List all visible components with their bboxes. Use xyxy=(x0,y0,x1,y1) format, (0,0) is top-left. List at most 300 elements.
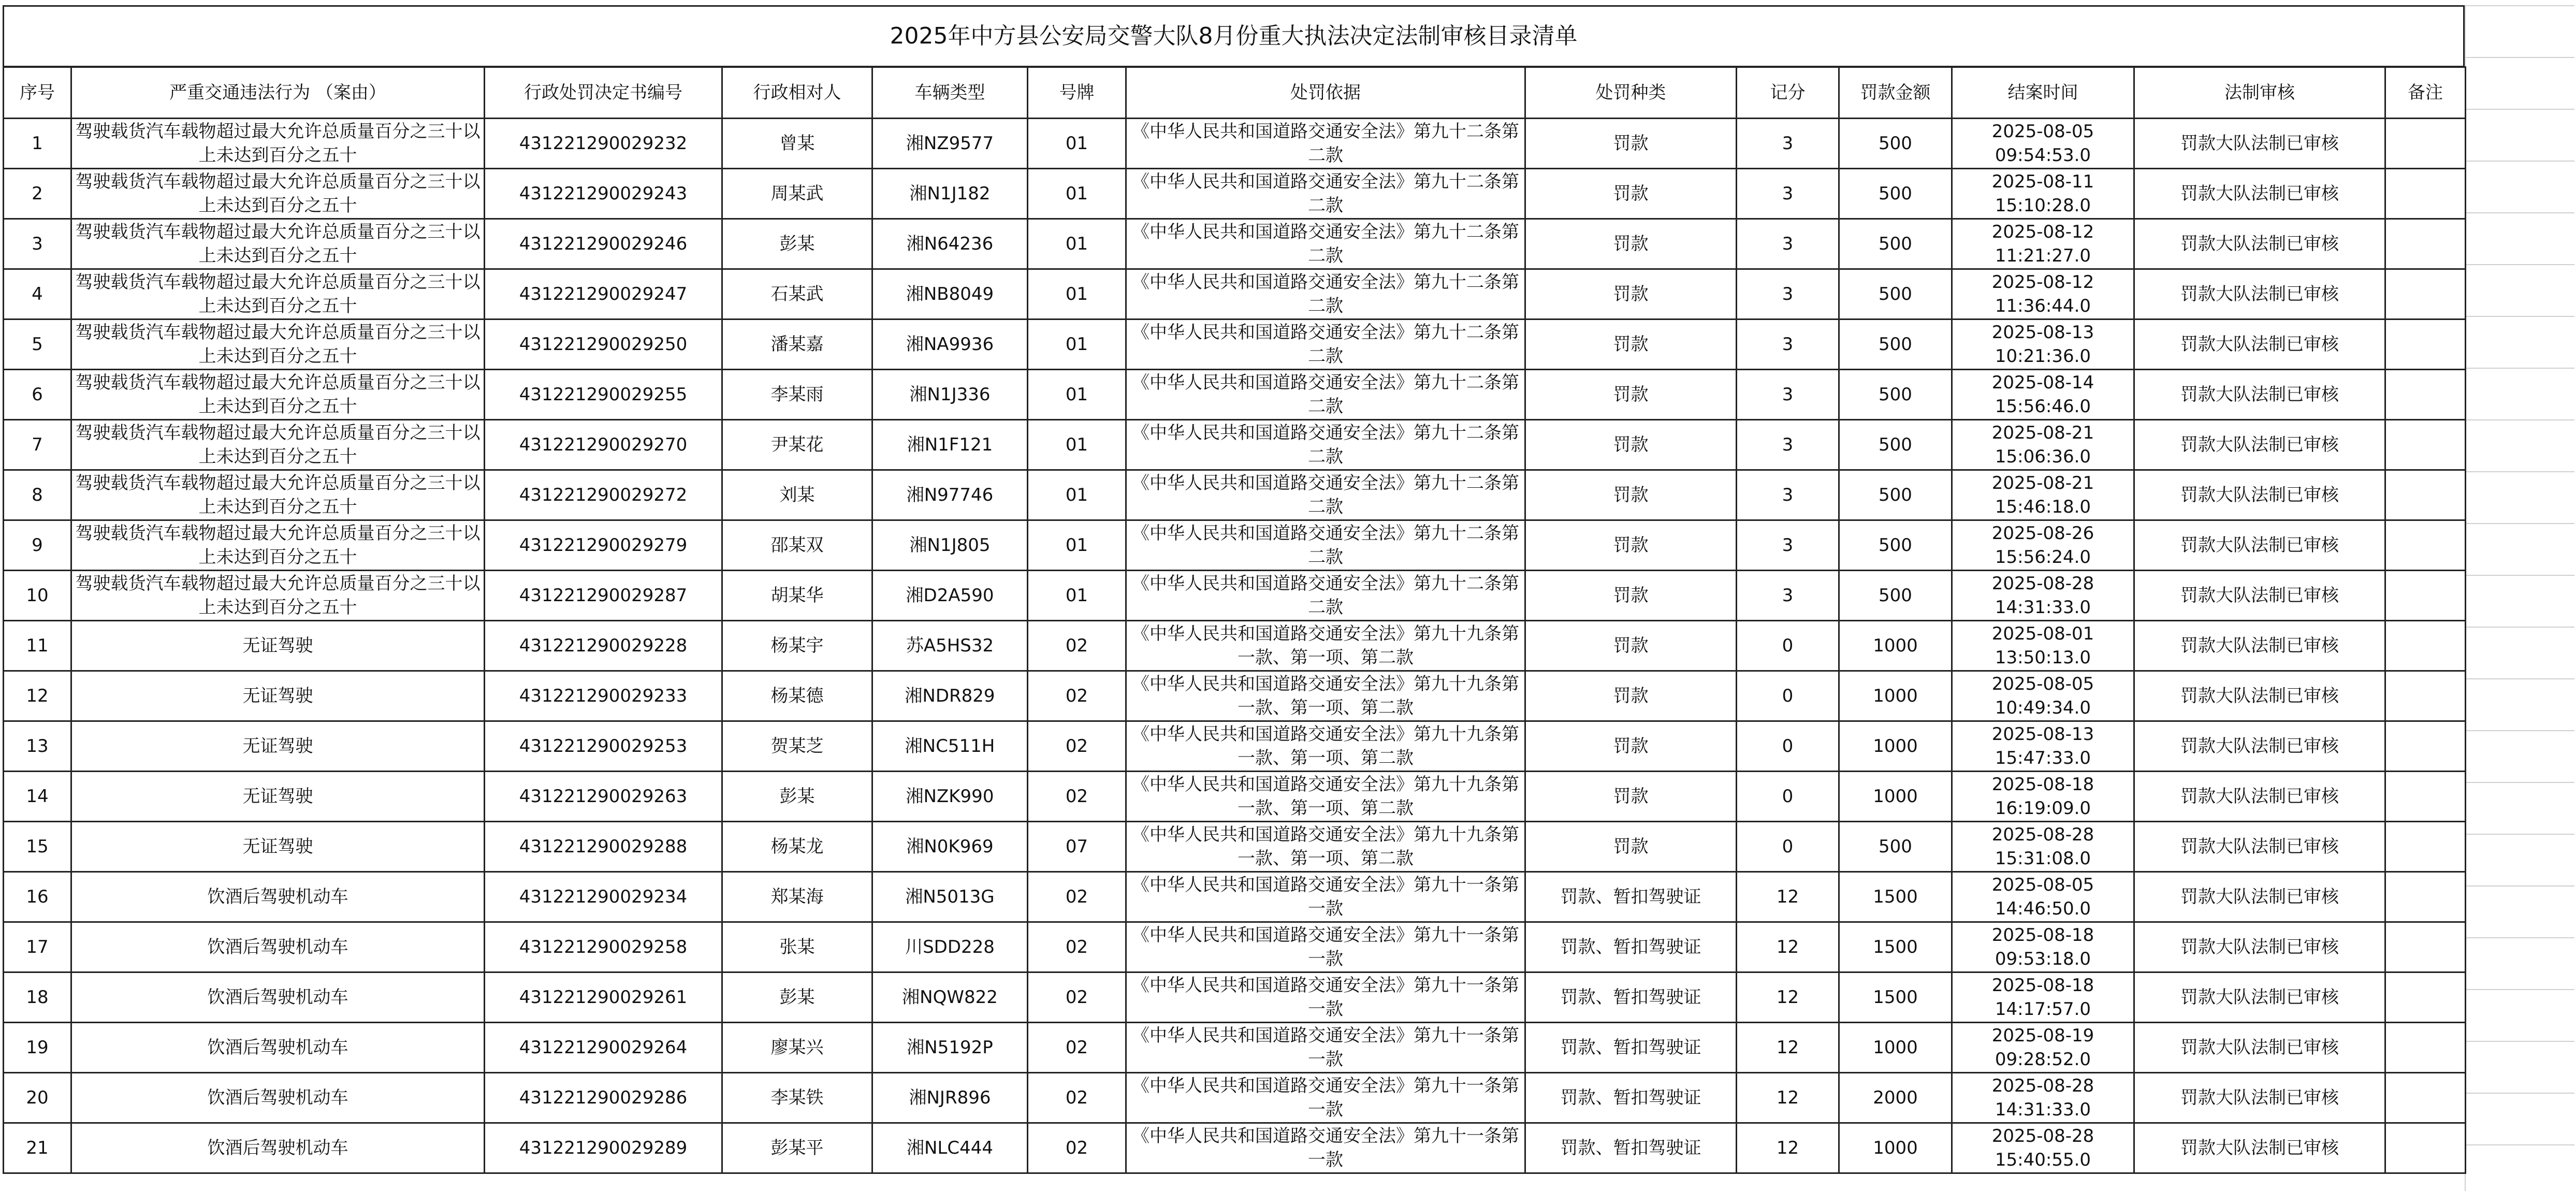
cell-penalty-type: 罚款 xyxy=(1525,621,1737,671)
table-row xyxy=(4,922,2466,972)
table-row xyxy=(4,872,2466,922)
cell-closing-time: 2025-08-21 15:46:18.0 xyxy=(1952,470,2134,520)
table-row xyxy=(4,772,2466,822)
cell-fine-amount: 500 xyxy=(1839,169,1952,219)
cell-remarks xyxy=(2385,872,2466,922)
cell-decision-number: 431221290029287 xyxy=(485,571,722,621)
cell-points: 12 xyxy=(1737,922,1839,972)
cell-legal-review: 罚款大队法制已审核 xyxy=(2134,1073,2385,1123)
cell-violation: 无证驾驶 xyxy=(71,721,485,772)
header-col-fine-amount: 罚款金额 xyxy=(1839,67,1952,119)
cell-plate: 02 xyxy=(1028,621,1126,671)
cell-party: 彭某 xyxy=(722,772,872,822)
table-row xyxy=(4,370,2466,420)
table-row xyxy=(4,420,2466,470)
cell-party: 彭某平 xyxy=(722,1123,872,1173)
cell-plate: 01 xyxy=(1028,571,1126,621)
cell-party: 贺某芝 xyxy=(722,721,872,772)
cell-closing-time: 2025-08-13 15:47:33.0 xyxy=(1952,721,2134,772)
header-col-index: 序号 xyxy=(4,67,71,119)
cell-vehicle-type: 湘NZK990 xyxy=(872,772,1028,822)
cell-party: 刘某 xyxy=(722,470,872,520)
cell-index: 21 xyxy=(4,1123,71,1173)
cell-violation: 驾驶载货汽车载物超过最大允许总质量百分之三十以上未达到百分之五十 xyxy=(71,119,485,169)
cell-penalty-type: 罚款、暂扣驾驶证 xyxy=(1525,972,1737,1023)
cell-index: 3 xyxy=(4,219,71,269)
cell-plate: 02 xyxy=(1028,671,1126,721)
cell-points: 12 xyxy=(1737,872,1839,922)
header-col-decision-number: 行政处罚决定书编号 xyxy=(485,67,722,119)
cell-party: 彭某 xyxy=(722,972,872,1023)
cell-decision-number: 431221290029272 xyxy=(485,470,722,520)
cell-penalty-type: 罚款 xyxy=(1525,269,1737,319)
cell-vehicle-type: 湘N0K969 xyxy=(872,822,1028,872)
cell-legal-basis: 《中华人民共和国道路交通安全法》第九十二条第二款 xyxy=(1126,571,1525,621)
cell-fine-amount: 1000 xyxy=(1839,1023,1952,1073)
cell-violation: 无证驾驶 xyxy=(71,772,485,822)
table-row xyxy=(4,621,2466,671)
cell-vehicle-type: 湘NLC444 xyxy=(872,1123,1028,1173)
cell-decision-number: 431221290029232 xyxy=(485,119,722,169)
cell-index: 5 xyxy=(4,319,71,370)
cell-plate: 02 xyxy=(1028,721,1126,772)
cell-plate: 01 xyxy=(1028,319,1126,370)
cell-plate: 01 xyxy=(1028,269,1126,319)
cell-fine-amount: 1000 xyxy=(1839,721,1952,772)
cell-violation: 驾驶载货汽车载物超过最大允许总质量百分之三十以上未达到百分之五十 xyxy=(71,219,485,269)
cell-plate: 01 xyxy=(1028,370,1126,420)
cell-penalty-type: 罚款、暂扣驾驶证 xyxy=(1525,1023,1737,1073)
cell-vehicle-type: 湘D2A590 xyxy=(872,571,1028,621)
cell-closing-time: 2025-08-21 15:06:36.0 xyxy=(1952,420,2134,470)
cell-points: 12 xyxy=(1737,1073,1839,1123)
cell-index: 10 xyxy=(4,571,71,621)
cell-fine-amount: 500 xyxy=(1839,470,1952,520)
cell-decision-number: 431221290029255 xyxy=(485,370,722,420)
cell-violation: 驾驶载货汽车载物超过最大允许总质量百分之三十以上未达到百分之五十 xyxy=(71,370,485,420)
table-row xyxy=(4,219,2466,269)
cell-fine-amount: 500 xyxy=(1839,370,1952,420)
cell-closing-time: 2025-08-18 14:17:57.0 xyxy=(1952,972,2134,1023)
cell-points: 12 xyxy=(1737,1023,1839,1073)
cell-violation: 饮酒后驾驶机动车 xyxy=(71,972,485,1023)
cell-violation: 驾驶载货汽车载物超过最大允许总质量百分之三十以上未达到百分之五十 xyxy=(71,470,485,520)
cell-points: 0 xyxy=(1737,772,1839,822)
cell-remarks xyxy=(2385,822,2466,872)
cell-plate: 01 xyxy=(1028,470,1126,520)
cell-remarks xyxy=(2385,470,2466,520)
cell-points: 12 xyxy=(1737,1123,1839,1173)
cell-legal-basis: 《中华人民共和国道路交通安全法》第九十二条第二款 xyxy=(1126,219,1525,269)
cell-plate: 01 xyxy=(1028,119,1126,169)
cell-closing-time: 2025-08-05 09:54:53.0 xyxy=(1952,119,2134,169)
cell-vehicle-type: 湘N97746 xyxy=(872,470,1028,520)
cell-party: 杨某龙 xyxy=(722,822,872,872)
table-row xyxy=(4,1123,2466,1173)
cell-legal-basis: 《中华人民共和国道路交通安全法》第九十九条第一款、第一项、第二款 xyxy=(1126,822,1525,872)
cell-decision-number: 431221290029286 xyxy=(485,1073,722,1123)
cell-party: 尹某花 xyxy=(722,420,872,470)
cell-violation: 驾驶载货汽车载物超过最大允许总质量百分之三十以上未达到百分之五十 xyxy=(71,319,485,370)
cell-closing-time: 2025-08-26 15:56:24.0 xyxy=(1952,520,2134,571)
cell-plate: 02 xyxy=(1028,872,1126,922)
table-row xyxy=(4,1073,2466,1123)
cell-vehicle-type: 湘N1F121 xyxy=(872,420,1028,470)
cell-closing-time: 2025-08-05 10:49:34.0 xyxy=(1952,671,2134,721)
cell-legal-basis: 《中华人民共和国道路交通安全法》第九十九条第一款、第一项、第二款 xyxy=(1126,671,1525,721)
cell-fine-amount: 1000 xyxy=(1839,621,1952,671)
cell-legal-review: 罚款大队法制已审核 xyxy=(2134,119,2385,169)
cell-penalty-type: 罚款 xyxy=(1525,169,1737,219)
cell-penalty-type: 罚款、暂扣驾驶证 xyxy=(1525,1123,1737,1173)
cell-points: 3 xyxy=(1737,370,1839,420)
cell-closing-time: 2025-08-11 15:10:28.0 xyxy=(1952,169,2134,219)
cell-legal-basis: 《中华人民共和国道路交通安全法》第九十九条第一款、第一项、第二款 xyxy=(1126,721,1525,772)
cell-points: 3 xyxy=(1737,269,1839,319)
cell-legal-basis: 《中华人民共和国道路交通安全法》第九十二条第二款 xyxy=(1126,470,1525,520)
cell-closing-time: 2025-08-19 09:28:52.0 xyxy=(1952,1023,2134,1073)
cell-vehicle-type: 川SDD228 xyxy=(872,922,1028,972)
cell-party: 石某武 xyxy=(722,269,872,319)
cell-fine-amount: 1500 xyxy=(1839,972,1952,1023)
header-col-legal-review: 法制审核 xyxy=(2134,67,2385,119)
cell-index: 15 xyxy=(4,822,71,872)
table-row xyxy=(4,119,2466,169)
header-col-closing-time: 结案时间 xyxy=(1952,67,2134,119)
cell-fine-amount: 1500 xyxy=(1839,872,1952,922)
cell-points: 3 xyxy=(1737,470,1839,520)
cell-party: 张某 xyxy=(722,922,872,972)
cell-fine-amount: 500 xyxy=(1839,822,1952,872)
cell-violation: 饮酒后驾驶机动车 xyxy=(71,872,485,922)
cell-penalty-type: 罚款 xyxy=(1525,370,1737,420)
cell-decision-number: 431221290029279 xyxy=(485,520,722,571)
cell-penalty-type: 罚款 xyxy=(1525,119,1737,169)
cell-remarks xyxy=(2385,1123,2466,1173)
cell-decision-number: 431221290029243 xyxy=(485,169,722,219)
cell-closing-time: 2025-08-28 15:31:08.0 xyxy=(1952,822,2134,872)
cell-closing-time: 2025-08-13 10:21:36.0 xyxy=(1952,319,2134,370)
cell-legal-review: 罚款大队法制已审核 xyxy=(2134,319,2385,370)
cell-decision-number: 431221290029289 xyxy=(485,1123,722,1173)
cell-legal-review: 罚款大队法制已审核 xyxy=(2134,1023,2385,1073)
cell-fine-amount: 1000 xyxy=(1839,1123,1952,1173)
cell-penalty-type: 罚款 xyxy=(1525,721,1737,772)
cell-index: 18 xyxy=(4,972,71,1023)
cell-violation: 驾驶载货汽车载物超过最大允许总质量百分之三十以上未达到百分之五十 xyxy=(71,169,485,219)
cell-legal-review: 罚款大队法制已审核 xyxy=(2134,922,2385,972)
table-row xyxy=(4,1023,2466,1073)
cell-index: 19 xyxy=(4,1023,71,1073)
cell-vehicle-type: 湘NA9936 xyxy=(872,319,1028,370)
cell-violation: 饮酒后驾驶机动车 xyxy=(71,1123,485,1173)
cell-vehicle-type: 湘NJR896 xyxy=(872,1073,1028,1123)
cell-index: 20 xyxy=(4,1073,71,1123)
cell-remarks xyxy=(2385,1023,2466,1073)
cell-legal-review: 罚款大队法制已审核 xyxy=(2134,370,2385,420)
cell-legal-review: 罚款大队法制已审核 xyxy=(2134,772,2385,822)
cell-closing-time: 2025-08-18 16:19:09.0 xyxy=(1952,772,2134,822)
cell-closing-time: 2025-08-28 14:31:33.0 xyxy=(1952,1073,2134,1123)
cell-closing-time: 2025-08-12 11:36:44.0 xyxy=(1952,269,2134,319)
cell-fine-amount: 1000 xyxy=(1839,671,1952,721)
cell-closing-time: 2025-08-28 14:31:33.0 xyxy=(1952,571,2134,621)
cell-decision-number: 431221290029253 xyxy=(485,721,722,772)
cell-fine-amount: 1500 xyxy=(1839,922,1952,972)
cell-decision-number: 431221290029261 xyxy=(485,972,722,1023)
cell-plate: 02 xyxy=(1028,1023,1126,1073)
cell-vehicle-type: 湘NB8049 xyxy=(872,269,1028,319)
cell-penalty-type: 罚款 xyxy=(1525,420,1737,470)
cell-decision-number: 431221290029234 xyxy=(485,872,722,922)
cell-index: 14 xyxy=(4,772,71,822)
cell-fine-amount: 500 xyxy=(1839,119,1952,169)
cell-decision-number: 431221290029246 xyxy=(485,219,722,269)
cell-party: 杨某宇 xyxy=(722,621,872,671)
cell-legal-basis: 《中华人民共和国道路交通安全法》第九十二条第二款 xyxy=(1126,370,1525,420)
cell-legal-review: 罚款大队法制已审核 xyxy=(2134,520,2385,571)
cell-penalty-type: 罚款 xyxy=(1525,772,1737,822)
cell-violation: 驾驶载货汽车载物超过最大允许总质量百分之三十以上未达到百分之五十 xyxy=(71,269,485,319)
cell-closing-time: 2025-08-01 13:50:13.0 xyxy=(1952,621,2134,671)
cell-vehicle-type: 湘NZ9577 xyxy=(872,119,1028,169)
cell-closing-time: 2025-08-12 11:21:27.0 xyxy=(1952,219,2134,269)
cell-vehicle-type: 湘N1J182 xyxy=(872,169,1028,219)
cell-closing-time: 2025-08-18 09:53:18.0 xyxy=(1952,922,2134,972)
table-row xyxy=(4,470,2466,520)
empty-grid-area xyxy=(2465,5,2574,1191)
cell-plate: 01 xyxy=(1028,219,1126,269)
cell-legal-basis: 《中华人民共和国道路交通安全法》第九十九条第一款、第一项、第二款 xyxy=(1126,772,1525,822)
cell-penalty-type: 罚款、暂扣驾驶证 xyxy=(1525,1073,1737,1123)
cell-remarks xyxy=(2385,420,2466,470)
cell-legal-basis: 《中华人民共和国道路交通安全法》第九十二条第二款 xyxy=(1126,319,1525,370)
cell-points: 3 xyxy=(1737,119,1839,169)
table-row xyxy=(4,721,2466,772)
cell-vehicle-type: 苏A5HS32 xyxy=(872,621,1028,671)
cell-party: 邵某双 xyxy=(722,520,872,571)
cell-points: 3 xyxy=(1737,219,1839,269)
cell-violation: 饮酒后驾驶机动车 xyxy=(71,1073,485,1123)
cell-penalty-type: 罚款 xyxy=(1525,571,1737,621)
cell-index: 13 xyxy=(4,721,71,772)
cell-fine-amount: 500 xyxy=(1839,219,1952,269)
cell-closing-time: 2025-08-05 14:46:50.0 xyxy=(1952,872,2134,922)
cell-plate: 01 xyxy=(1028,169,1126,219)
cell-fine-amount: 2000 xyxy=(1839,1073,1952,1123)
cell-plate: 02 xyxy=(1028,1073,1126,1123)
cell-plate: 02 xyxy=(1028,922,1126,972)
cell-index: 4 xyxy=(4,269,71,319)
table-body xyxy=(4,119,2466,1173)
header-col-remarks: 备注 xyxy=(2385,67,2466,119)
cell-points: 0 xyxy=(1737,621,1839,671)
cell-legal-basis: 《中华人民共和国道路交通安全法》第九十二条第二款 xyxy=(1126,119,1525,169)
cell-remarks xyxy=(2385,169,2466,219)
table-row xyxy=(4,169,2466,219)
table-header-row xyxy=(4,67,2466,119)
cell-legal-basis: 《中华人民共和国道路交通安全法》第九十一条第一款 xyxy=(1126,972,1525,1023)
cell-decision-number: 431221290029258 xyxy=(485,922,722,972)
cell-party: 李某雨 xyxy=(722,370,872,420)
cell-index: 8 xyxy=(4,470,71,520)
cell-points: 3 xyxy=(1737,420,1839,470)
cell-vehicle-type: 湘NDR829 xyxy=(872,671,1028,721)
cell-vehicle-type: 湘N64236 xyxy=(872,219,1028,269)
cell-penalty-type: 罚款 xyxy=(1525,319,1737,370)
cell-legal-basis: 《中华人民共和国道路交通安全法》第九十二条第二款 xyxy=(1126,169,1525,219)
table-row xyxy=(4,319,2466,370)
cell-penalty-type: 罚款 xyxy=(1525,822,1737,872)
cell-remarks xyxy=(2385,922,2466,972)
cell-remarks xyxy=(2385,772,2466,822)
cell-legal-review: 罚款大队法制已审核 xyxy=(2134,219,2385,269)
cell-points: 3 xyxy=(1737,571,1839,621)
cell-legal-basis: 《中华人民共和国道路交通安全法》第九十一条第一款 xyxy=(1126,1073,1525,1123)
cell-decision-number: 431221290029270 xyxy=(485,420,722,470)
cell-index: 11 xyxy=(4,621,71,671)
header-col-violation: 严重交通违法行为 （案由） xyxy=(71,67,485,119)
cell-legal-basis: 《中华人民共和国道路交通安全法》第九十一条第一款 xyxy=(1126,1123,1525,1173)
cell-remarks xyxy=(2385,520,2466,571)
cell-party: 廖某兴 xyxy=(722,1023,872,1073)
cell-remarks xyxy=(2385,370,2466,420)
cell-legal-review: 罚款大队法制已审核 xyxy=(2134,972,2385,1023)
cell-legal-review: 罚款大队法制已审核 xyxy=(2134,269,2385,319)
cell-party: 潘某嘉 xyxy=(722,319,872,370)
cell-party: 周某武 xyxy=(722,169,872,219)
cell-decision-number: 431221290029264 xyxy=(485,1023,722,1073)
header-col-penalty-type: 处罚种类 xyxy=(1525,67,1737,119)
cell-legal-review: 罚款大队法制已审核 xyxy=(2134,420,2385,470)
cell-index: 6 xyxy=(4,370,71,420)
cell-fine-amount: 1000 xyxy=(1839,772,1952,822)
cell-remarks xyxy=(2385,621,2466,671)
cell-plate: 02 xyxy=(1028,972,1126,1023)
cell-remarks xyxy=(2385,721,2466,772)
cell-remarks xyxy=(2385,269,2466,319)
cell-index: 2 xyxy=(4,169,71,219)
cell-closing-time: 2025-08-28 15:40:55.0 xyxy=(1952,1123,2134,1173)
cell-index: 16 xyxy=(4,872,71,922)
cell-decision-number: 431221290029233 xyxy=(485,671,722,721)
cell-index: 1 xyxy=(4,119,71,169)
cell-index: 7 xyxy=(4,420,71,470)
review-catalog-table xyxy=(3,66,2466,1174)
cell-vehicle-type: 湘N1J336 xyxy=(872,370,1028,420)
cell-remarks xyxy=(2385,571,2466,621)
cell-points: 0 xyxy=(1737,671,1839,721)
cell-decision-number: 431221290029228 xyxy=(485,621,722,671)
cell-plate: 02 xyxy=(1028,1123,1126,1173)
cell-decision-number: 431221290029288 xyxy=(485,822,722,872)
cell-legal-review: 罚款大队法制已审核 xyxy=(2134,470,2385,520)
cell-legal-basis: 《中华人民共和国道路交通安全法》第九十九条第一款、第一项、第二款 xyxy=(1126,621,1525,671)
table-row xyxy=(4,972,2466,1023)
cell-party: 胡某华 xyxy=(722,571,872,621)
cell-penalty-type: 罚款 xyxy=(1525,520,1737,571)
cell-plate: 01 xyxy=(1028,420,1126,470)
cell-remarks xyxy=(2385,671,2466,721)
table-row xyxy=(4,671,2466,721)
cell-legal-basis: 《中华人民共和国道路交通安全法》第九十一条第一款 xyxy=(1126,872,1525,922)
cell-penalty-type: 罚款、暂扣驾驶证 xyxy=(1525,872,1737,922)
cell-points: 0 xyxy=(1737,721,1839,772)
cell-penalty-type: 罚款、暂扣驾驶证 xyxy=(1525,922,1737,972)
cell-decision-number: 431221290029250 xyxy=(485,319,722,370)
cell-penalty-type: 罚款 xyxy=(1525,671,1737,721)
cell-remarks xyxy=(2385,1073,2466,1123)
cell-violation: 驾驶载货汽车载物超过最大允许总质量百分之三十以上未达到百分之五十 xyxy=(71,571,485,621)
table-row xyxy=(4,822,2466,872)
cell-plate: 07 xyxy=(1028,822,1126,872)
cell-violation: 无证驾驶 xyxy=(71,621,485,671)
table-row xyxy=(4,571,2466,621)
cell-legal-basis: 《中华人民共和国道路交通安全法》第九十一条第一款 xyxy=(1126,922,1525,972)
cell-penalty-type: 罚款 xyxy=(1525,470,1737,520)
cell-vehicle-type: 湘N1J805 xyxy=(872,520,1028,571)
cell-violation: 驾驶载货汽车载物超过最大允许总质量百分之三十以上未达到百分之五十 xyxy=(71,520,485,571)
cell-remarks xyxy=(2385,319,2466,370)
cell-plate: 01 xyxy=(1028,520,1126,571)
cell-fine-amount: 500 xyxy=(1839,420,1952,470)
cell-legal-review: 罚款大队法制已审核 xyxy=(2134,169,2385,219)
header-col-plate: 号牌 xyxy=(1028,67,1126,119)
cell-decision-number: 431221290029263 xyxy=(485,772,722,822)
cell-legal-review: 罚款大队法制已审核 xyxy=(2134,822,2385,872)
cell-points: 0 xyxy=(1737,822,1839,872)
cell-party: 曾某 xyxy=(722,119,872,169)
cell-vehicle-type: 湘NC511H xyxy=(872,721,1028,772)
cell-legal-review: 罚款大队法制已审核 xyxy=(2134,1123,2385,1173)
cell-legal-basis: 《中华人民共和国道路交通安全法》第九十二条第二款 xyxy=(1126,269,1525,319)
header-col-vehicle-type: 车辆类型 xyxy=(872,67,1028,119)
cell-points: 12 xyxy=(1737,972,1839,1023)
cell-legal-review: 罚款大队法制已审核 xyxy=(2134,721,2385,772)
cell-fine-amount: 500 xyxy=(1839,269,1952,319)
cell-party: 李某铁 xyxy=(722,1073,872,1123)
cell-fine-amount: 500 xyxy=(1839,520,1952,571)
cell-legal-basis: 《中华人民共和国道路交通安全法》第九十二条第二款 xyxy=(1126,420,1525,470)
cell-points: 3 xyxy=(1737,319,1839,370)
cell-points: 3 xyxy=(1737,169,1839,219)
cell-fine-amount: 500 xyxy=(1839,319,1952,370)
header-col-points: 记分 xyxy=(1737,67,1839,119)
cell-plate: 02 xyxy=(1028,772,1126,822)
cell-vehicle-type: 湘N5013G xyxy=(872,872,1028,922)
cell-index: 9 xyxy=(4,520,71,571)
cell-fine-amount: 500 xyxy=(1839,571,1952,621)
cell-party: 彭某 xyxy=(722,219,872,269)
header-col-legal-basis: 处罚依据 xyxy=(1126,67,1525,119)
cell-vehicle-type: 湘N5192P xyxy=(872,1023,1028,1073)
cell-legal-review: 罚款大队法制已审核 xyxy=(2134,571,2385,621)
cell-legal-review: 罚款大队法制已审核 xyxy=(2134,872,2385,922)
cell-legal-review: 罚款大队法制已审核 xyxy=(2134,621,2385,671)
cell-decision-number: 431221290029247 xyxy=(485,269,722,319)
cell-index: 17 xyxy=(4,922,71,972)
cell-violation: 驾驶载货汽车载物超过最大允许总质量百分之三十以上未达到百分之五十 xyxy=(71,420,485,470)
cell-remarks xyxy=(2385,972,2466,1023)
document-title: 2025年中方县公安局交警大队8月份重大执法决定法制审核目录清单 xyxy=(3,5,2465,67)
cell-party: 郑某海 xyxy=(722,872,872,922)
header-col-party: 行政相对人 xyxy=(722,67,872,119)
cell-penalty-type: 罚款 xyxy=(1525,219,1737,269)
cell-violation: 无证驾驶 xyxy=(71,671,485,721)
table-row xyxy=(4,269,2466,319)
cell-violation: 无证驾驶 xyxy=(71,822,485,872)
cell-remarks xyxy=(2385,219,2466,269)
